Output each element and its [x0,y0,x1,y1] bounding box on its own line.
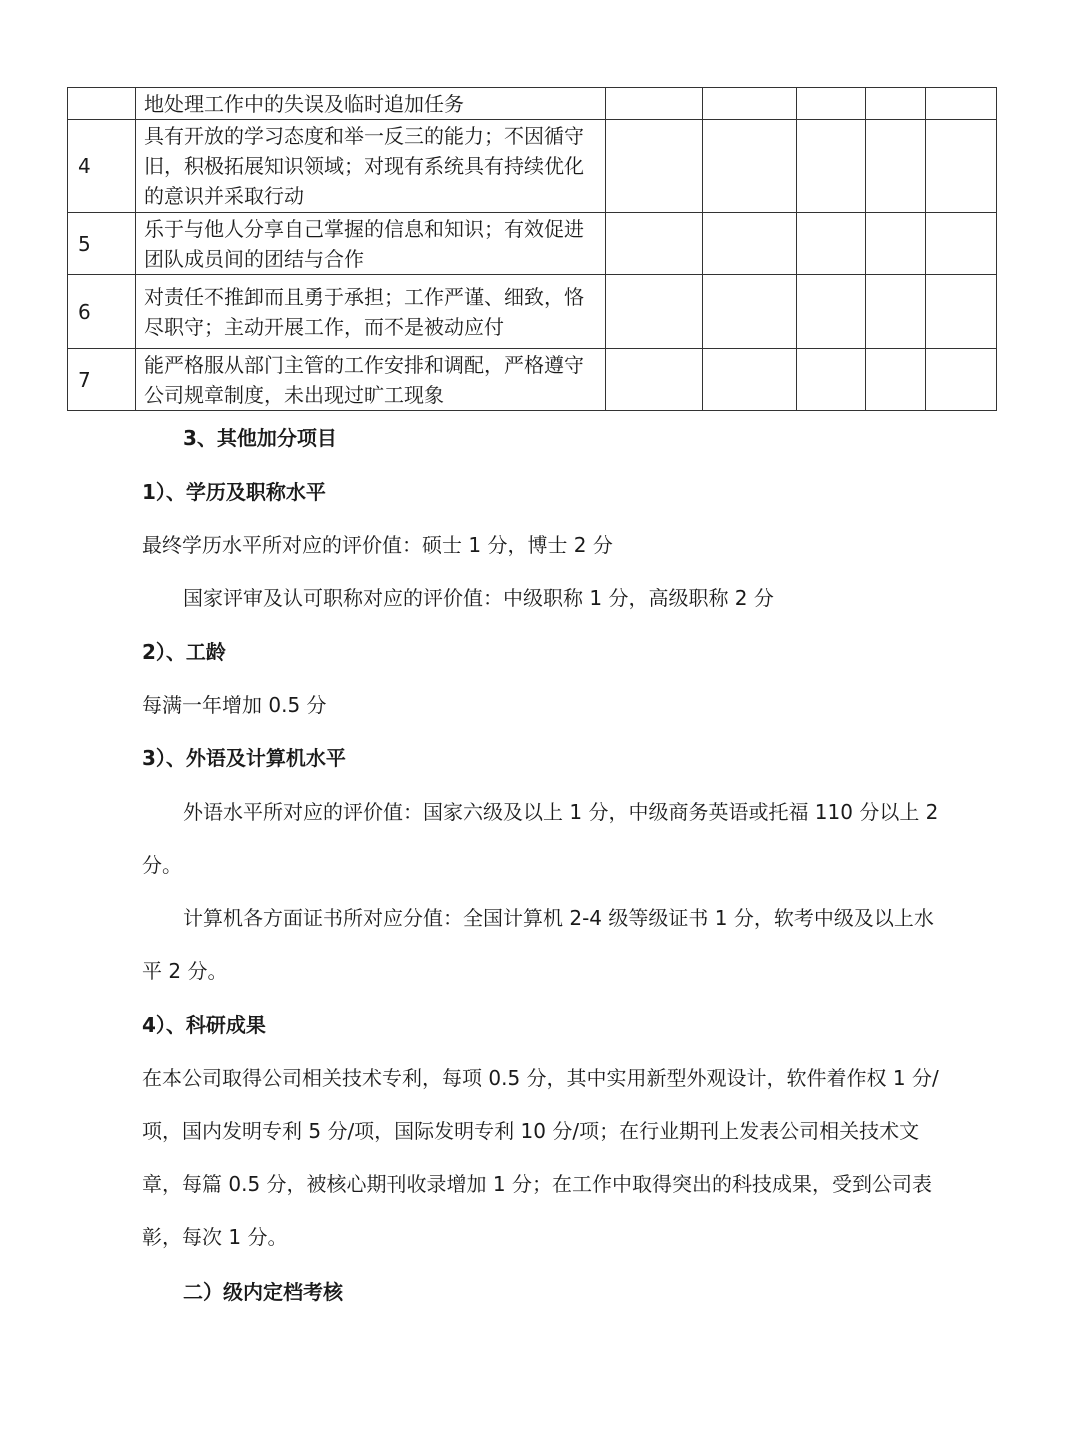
row-number: 5 [68,213,136,275]
score-cell [606,88,703,120]
score-cell [606,275,703,349]
score-cell [797,120,866,213]
score-cell [606,349,703,411]
education-paragraph: 最终学历水平所对应的评价值：硕士 1 分，博士 2 分 [142,533,613,557]
seniority-paragraph: 每满一年增加 0.5 分 [142,693,327,717]
computer-paragraph: 计算机各方面证书所对应分值：全国计算机 2-4 级等级证书 1 分，软考中级及以上水平 2 分。 [142,906,934,983]
row-number: 6 [68,275,136,349]
criteria-text: 乐于与他人分享自己掌握的信息和知识；有效促进团队成员间的团结与合作 [136,213,606,275]
evaluation-table [67,87,997,411]
criteria-text: 具有开放的学习态度和举一反三的能力；不因循守旧，积极拓展知识领域；对现有系统具有持续优化的意识并采取行动 [136,120,606,213]
table-row [68,88,997,120]
score-cell [797,349,866,411]
score-cell [926,275,997,349]
score-cell [606,120,703,213]
row-number: 4 [68,120,136,213]
table-row [68,349,997,411]
table-row [68,275,997,349]
score-cell [866,88,926,120]
row-number: 7 [68,349,136,411]
score-cell [703,275,797,349]
score-cell [926,88,997,120]
score-cell [703,349,797,411]
research-paragraph: 在本公司取得公司相关技术专利，每项 0.5 分，其中实用新型外观设计，软件着作权 1 分/项，国内发明专利 5 分/项，国际发明专利 10 分/项；在行业期刊上发表公司相关技术文章，每篇 0.5 分，被核心期刊收录增加 1 分；在工作中取得突出的科技成果，受到公司表彰，每次 1 分。 [142,1066,939,1249]
subheading-research: 4）、科研成果 [142,1013,266,1037]
table-row [68,213,997,275]
score-cell [926,120,997,213]
score-cell [797,88,866,120]
score-cell [703,88,797,120]
score-cell [703,120,797,213]
criteria-text: 能严格服从部门主管的工作安排和调配，严格遵守公司规章制度，未出现过旷工现象 [136,349,606,411]
score-cell [866,349,926,411]
criteria-text: 地处理工作中的失误及临时追加任务 [136,88,606,120]
title-paragraph: 国家评审及认可职称对应的评价值：中级职称 1 分，高级职称 2 分 [183,586,774,610]
score-cell [606,213,703,275]
subheading-education: 1）、学历及职称水平 [142,480,326,504]
row-number [68,88,136,120]
section-heading-other-bonus: 3、其他加分项目 [183,426,337,450]
table-row [68,120,997,213]
score-cell [797,275,866,349]
language-paragraph: 外语水平所对应的评价值：国家六级及以上 1 分，中级商务英语或托福 110 分以上 2 分。 [142,800,939,877]
subheading-language-computer: 3）、外语及计算机水平 [142,746,346,770]
score-cell [926,349,997,411]
criteria-text: 对责任不推卸而且勇于承担；工作严谨、细致，恪尽职守；主动开展工作，而不是被动应付 [136,275,606,349]
score-cell [866,120,926,213]
score-cell [866,275,926,349]
score-cell [797,213,866,275]
subheading-seniority: 2）、工龄 [142,640,226,664]
section-heading-grade: 二）级内定档考核 [183,1280,343,1304]
score-cell [866,213,926,275]
score-cell [926,213,997,275]
score-cell [703,213,797,275]
